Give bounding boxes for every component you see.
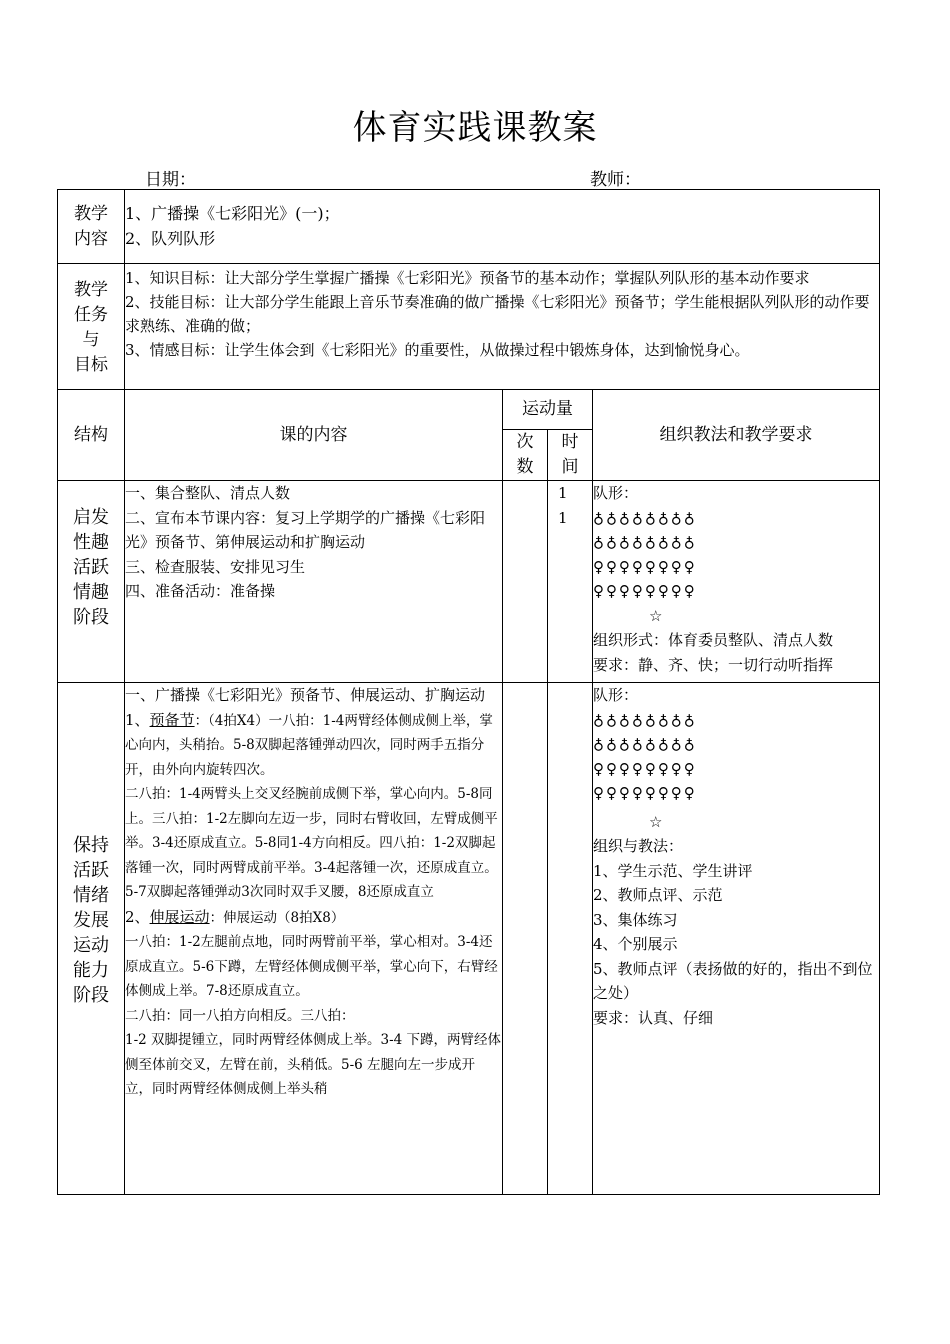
phase1-row — [58, 481, 880, 683]
phase1-duration-value: 1 — [558, 508, 568, 527]
formation-row-girls: ♀♀♀♀♀♀♀♀ — [593, 582, 697, 600]
phase2-method-line: 要求：认真、仔细 — [593, 1008, 714, 1027]
goals-row-body — [125, 264, 880, 390]
page-title: 体育实践课教案 — [352, 108, 598, 148]
phase2-method-line: 3、集体练习 — [593, 910, 678, 929]
phase2-times — [503, 683, 548, 1195]
phase1-method — [593, 481, 880, 683]
formation-row-boys: ♁♁♁♁♁♁♁♁ — [593, 508, 697, 527]
phase2-method-line: 2、教师点评、示范 — [593, 886, 723, 904]
teacher-field — [590, 165, 745, 190]
date-label: 日期： — [145, 170, 196, 190]
header-structure: 结构 — [58, 390, 125, 481]
content-row-label: 教学 内容 — [58, 190, 125, 264]
header-load: 运动量 — [503, 390, 593, 430]
phase1-content — [125, 481, 503, 683]
phase2-paragraph: 1-2 双脚提锺立，同时两臂经体侧成上举。3-4 下蹲，两臂经体侧至体前交叉，左臂在前，头稍低。5-6 左腿向左一步成开立，同时两臂经体侧成侧上举头稍 — [125, 1032, 502, 1097]
phase2-p3-prefix: 2、 — [125, 907, 150, 926]
goal-line: 2、技能目标：让大部分学生能跟上音乐节奏准确的做广播操《七彩阳光》预备节；学生能根据队列队形的动作要求熟练、准确的做； — [125, 293, 870, 335]
content-row-body — [125, 190, 880, 264]
phase2-method-line: 组织与教法： — [593, 837, 684, 855]
phase2-duration — [548, 683, 593, 1195]
phase2-p1-prefix: 1、 — [125, 710, 150, 729]
phase1-content-line: 三、检查服装、安排见习生 — [125, 557, 306, 576]
phase1-method-line: 要求：静、齐、快；一切行动听指挥 — [593, 655, 834, 674]
header-method: 组织教法和教学要求 — [593, 390, 880, 481]
formation-row-boys: ♁♁♁♁♁♁♁♁ — [593, 533, 697, 551]
phase2-method — [593, 683, 880, 1195]
formation-row-girls: ♀♀♀♀♀♀♀♀ — [593, 759, 697, 778]
header-row — [58, 390, 880, 430]
phase2-paragraph: 二八拍：同一八拍方向相反。三八拍： — [125, 1007, 355, 1024]
content-line: 1、广播操《七彩阳光》(一)； — [125, 204, 340, 223]
phase2-content — [125, 683, 503, 1195]
date-blank — [196, 171, 282, 190]
teacher-blank — [641, 171, 745, 190]
goals-row — [58, 264, 880, 390]
phase2-paragraph: 二八拍：1-4两臂头上交叉经腕前成侧下举，掌心向内。5-8同上。三八拍：1-2左脚向左迈一步，同时右臂收回，左臂成侧平举。3-4还原成直立。5-8同1-4方向相反。四八拍：1-2双脚起落锺一次，同时两臂成前平举。3-4起落锺一次，还原成直立。5-7双脚起落锺弹动3次同时双手叉腰，8还原成直立 — [125, 786, 498, 900]
phase2-p1-text: ：（4拍X4）一八拍：1-4两臂经体侧成侧上举，掌心向内，头稍抬。5-8双脚起落锺弹动四次，同时两手五指分开，由外向内旋转四次。 — [125, 712, 493, 778]
header-content: 课的内容 — [125, 390, 503, 481]
phase1-label: 启发 性趣 活跃 情趣 阶段 — [58, 481, 125, 683]
phase2-row — [58, 683, 880, 1195]
phase2-paragraph — [125, 905, 502, 931]
teacher-star-icon: ☆ — [649, 812, 663, 831]
phase1-method-line: 组织形式：体育委员整队、清点人数 — [593, 631, 834, 649]
phase2-paragraph: 一八拍：1-2左腿前点地，同时两臂前平举，掌心相对。3-4还原成直立。5-6下蹲，左臂经体侧成侧平举，掌心向下，右臂经体侧成上举。7-8还原成直立。 — [125, 934, 498, 999]
phase2-p3-title: 伸展运动 — [149, 907, 210, 926]
content-row — [58, 190, 880, 264]
goal-line: 1、知识目标：让大部分学生掌握广播操《七彩阳光》预备节的基本动作；掌握队列队形的基本动作要求 — [125, 269, 810, 287]
phase1-content-line: 一、集合整队、清点人数 — [125, 484, 291, 502]
teacher-star-icon: ☆ — [649, 606, 663, 625]
formation-label: 队形： — [593, 484, 639, 502]
phase2-p1-title: 预备节 — [149, 710, 195, 729]
phase1-times — [503, 481, 548, 683]
header-times: 次 数 — [503, 430, 548, 481]
teacher-label: 教师： — [590, 170, 641, 190]
lesson-plan-table — [57, 189, 880, 1195]
content-line: 2、队列队形 — [125, 228, 216, 248]
phase1-duration-value: 1 — [558, 484, 568, 502]
phase1-duration — [548, 481, 593, 683]
phase1-content-line: 二、宣布本节课内容：复习上学期学的广播操《七彩阳光》预备节、第伸展运动和扩胸运动 — [125, 508, 486, 551]
phase2-method-line: 5、教师点评（表扬做的好的，指出不到位之处） — [593, 959, 873, 1002]
phase2-p3-text: ：伸展运动（8拍X8） — [209, 909, 345, 926]
formation-label: 队形： — [593, 686, 639, 704]
header-duration: 时 间 — [548, 430, 593, 481]
phase2-label: 保持 活跃 情绪 发展 运动 能力 阶段 — [58, 683, 125, 1195]
phase2-paragraph — [125, 708, 502, 783]
phase1-content-line: 四、准备活动：准备操 — [125, 582, 276, 600]
phase2-intro: 一、广播操《七彩阳光》预备节、伸展运动、扩胸运动 — [125, 686, 486, 704]
goals-row-label: 教学 任务 与 目标 — [58, 264, 125, 390]
phase2-method-line: 1、学生示范、学生讲评 — [593, 861, 753, 880]
phase2-method-line: 4、个别展示 — [593, 935, 678, 953]
formation-row-boys: ♁♁♁♁♁♁♁♁ — [593, 735, 697, 753]
formation-row-girls: ♀♀♀♀♀♀♀♀ — [593, 784, 697, 802]
formation-row-girls: ♀♀♀♀♀♀♀♀ — [593, 557, 697, 576]
goal-line: 3、情感目标：让学生体会到《七彩阳光》的重要性，从做操过程中锻炼身体，达到愉悦身心。 — [125, 341, 750, 359]
formation-row-boys: ♁♁♁♁♁♁♁♁ — [593, 710, 697, 729]
date-field — [145, 165, 282, 190]
